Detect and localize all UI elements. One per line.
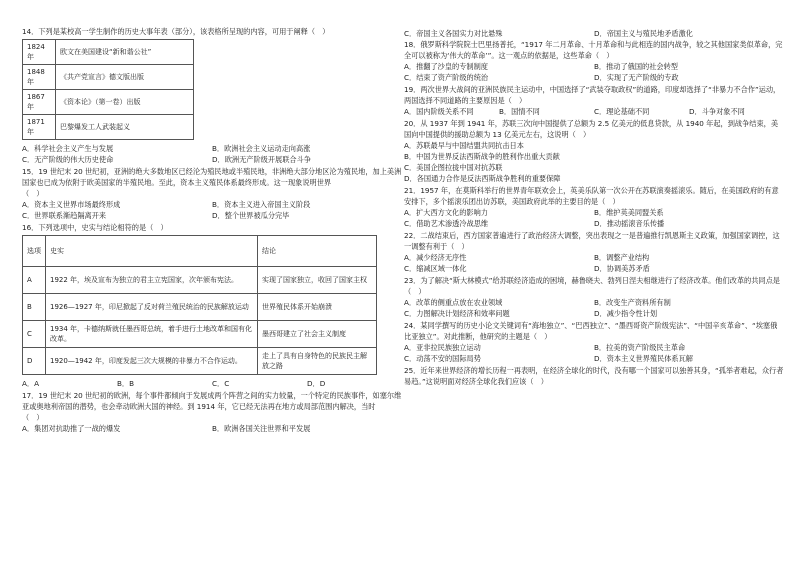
option-a: A．国内阶级关系不同 bbox=[404, 107, 474, 116]
option-d: D．D bbox=[307, 379, 326, 388]
q17-paren: （ ） bbox=[22, 413, 44, 422]
question-17 bbox=[22, 390, 402, 434]
option-b: B．维护英美同盟关系 bbox=[594, 208, 664, 217]
option-b: B．B bbox=[117, 379, 135, 388]
option-a: A．科学社会主义产生与发展 bbox=[22, 144, 114, 153]
option-cell: A bbox=[23, 267, 46, 294]
option-b: B．中国为世界反法西斯战争的胜利作出重大贡献 bbox=[404, 152, 560, 161]
q16-options bbox=[22, 378, 402, 389]
option-c: C．C bbox=[212, 379, 230, 388]
q23-options bbox=[404, 297, 784, 319]
q14-options bbox=[22, 143, 402, 165]
conclusion-cell: 世界殖民体系开始崩溃 bbox=[258, 294, 377, 321]
option-c: C．借助艺术渗透冷战思维 bbox=[404, 219, 489, 228]
header-option: 选项 bbox=[23, 236, 46, 267]
question-14 bbox=[22, 26, 402, 165]
option-c: C．缩减区域一体化 bbox=[404, 264, 467, 273]
q24-stem: 24．某同学撰写的历史小论文关键词有“海地独立”、“巴西独立”、“墨西哥资产阶级宪法”、“中国辛亥革命”、“埃塞俄比亚独立”。对此推断，他研究的主题是（ ） bbox=[404, 321, 778, 341]
question-15 bbox=[22, 166, 402, 221]
conclusion-cell: 实现了国家独立，收回了国家主权 bbox=[258, 267, 377, 294]
option-b: B．拉美的资产阶级民主革命 bbox=[594, 343, 686, 352]
option-a: A．苏联最早与中国结盟共同抗击日本 bbox=[404, 141, 524, 150]
event-cell: 《资本论》（第一卷）出版 bbox=[56, 90, 194, 115]
question-16 bbox=[22, 222, 402, 389]
option-b: B．推动了俄国的社会转型 bbox=[594, 62, 678, 71]
option-b: B．国情不同 bbox=[499, 107, 540, 116]
event-cell: 《共产党宣言》德文版出版 bbox=[56, 65, 194, 90]
q22-stem: 22．二战结束后，西方国家普遍进行了政治经济大调整，突出表现之一是普遍推行凯恩斯主义政策，加强国家调控，这一调整有利于（ ） bbox=[404, 231, 780, 251]
year-cell: 1824 年 bbox=[23, 40, 56, 65]
fact-cell: 1926—1927 年，印尼掀起了反对荷兰殖民统治的民族解放运动 bbox=[46, 294, 258, 321]
q16-table bbox=[22, 235, 377, 375]
event-cell: 欧文在美国建设“新和谐公社” bbox=[56, 40, 194, 65]
option-a: A．集团对抗助推了一战的爆发 bbox=[22, 424, 121, 433]
q25-stem: 25．近年来世界经济的增长历程一再表明，在经济全球化的时代，没有哪一个国家可以独善其身，“孤举者难起，众行者易趋。”这说明面对经济全球化我们应该（ ） bbox=[404, 366, 784, 386]
option-a: A．A bbox=[22, 379, 40, 388]
fact-cell: 1934 年，卡德纳斯就任墨西哥总统，着手进行土地改革和国有化改革。 bbox=[46, 321, 258, 348]
question-20 bbox=[404, 118, 784, 184]
q19-options bbox=[404, 106, 784, 117]
option-a: A．亚非拉民族独立运动 bbox=[404, 343, 481, 352]
header-conclusion: 结论 bbox=[258, 236, 377, 267]
option-d: D．减少指令性计划 bbox=[594, 309, 658, 318]
option-b: B．欧洲各国关注世界和平发展 bbox=[212, 424, 311, 433]
option-b: B．欧洲社会主义运动走向高涨 bbox=[212, 144, 311, 153]
q17-options-ab bbox=[22, 423, 402, 434]
option-cell: D bbox=[23, 348, 46, 375]
table-row bbox=[23, 65, 194, 90]
fact-cell: 1922 年，埃及宣布为独立的君主立宪国家，次年颁布宪法。 bbox=[46, 267, 258, 294]
conclusion-cell: 墨西哥建立了社会主义制度 bbox=[258, 321, 377, 348]
q19-stem: 19．两次世界大战间的亚洲民族民主运动中，中国选择了“武装夺取政权”的道路，印度却选择了“非暴力不合作”运动，两国选择不同道路的主要原因是（ ） bbox=[404, 85, 781, 105]
fact-cell: 1920—1942 年，印度发起三次大规模的非暴力不合作运动。 bbox=[46, 348, 258, 375]
option-d: D．推动摇滚音乐传播 bbox=[594, 219, 665, 228]
option-d: D．帝国主义与殖民地矛盾激化 bbox=[594, 29, 693, 38]
q15-paren: （ ） bbox=[22, 189, 44, 198]
question-18 bbox=[404, 39, 784, 83]
option-d: D．实现了无产阶级的专政 bbox=[594, 73, 679, 82]
option-a: A．推翻了沙皇的专制制度 bbox=[404, 62, 488, 71]
table-row bbox=[23, 267, 377, 294]
question-24 bbox=[404, 320, 784, 364]
table-row bbox=[23, 115, 194, 140]
option-a: A．资本主义世界市场最终形成 bbox=[22, 200, 121, 209]
option-b: B．调整产业结构 bbox=[594, 253, 650, 262]
q18-stem: 18．俄罗斯科学院院士巴里扬普托，“1917 年二月革命、十月革命和与此相连的国内战争，较之其他国家类似革命，完全可以被称为‘伟大的革命’”。这一观点的依据是，这些革命（ ） bbox=[404, 40, 783, 60]
question-22 bbox=[404, 230, 784, 274]
q21-options bbox=[404, 207, 784, 229]
option-cell: C bbox=[23, 321, 46, 348]
table-row bbox=[23, 40, 194, 65]
option-c: C．结束了资产阶级的统治 bbox=[404, 73, 489, 82]
conclusion-cell: 走上了具有自身特色的民族民主解放之路 bbox=[258, 348, 377, 375]
year-cell: 1848 年 bbox=[23, 65, 56, 90]
q24-options bbox=[404, 342, 784, 364]
option-d: D．欧洲无产阶级开展联合斗争 bbox=[212, 155, 311, 164]
option-c: C．美国企图拉拢中国对抗苏联 bbox=[404, 163, 503, 172]
q16-stem: 16．下列选项中，史实与结论相符的是（ ） bbox=[22, 223, 168, 232]
option-d: D．各国通力合作是反法西斯战争胜利的重要保障 bbox=[404, 174, 561, 183]
question-21 bbox=[404, 185, 784, 229]
table-row bbox=[23, 90, 194, 115]
option-d: D．斗争对象不同 bbox=[689, 107, 745, 116]
q22-options bbox=[404, 252, 784, 274]
year-cell: 1871 年 bbox=[23, 115, 56, 140]
option-d: D．协调美苏矛盾 bbox=[594, 264, 650, 273]
q17-options-cd bbox=[404, 28, 784, 39]
table-row bbox=[23, 321, 377, 348]
option-c: C．帝国主义各国实力对比悬殊 bbox=[404, 29, 503, 38]
option-a: A．减少经济无序性 bbox=[404, 253, 467, 262]
year-cell: 1867 年 bbox=[23, 90, 56, 115]
option-d: D．资本主义世界殖民体系瓦解 bbox=[594, 354, 693, 363]
option-c: C．无产阶级的伟大历史使命 bbox=[22, 155, 114, 164]
q14-stem: 14．下列是某校高一学生制作的历史大事年表（部分），该表格所呈现的内容，可用于阐释（ ） bbox=[22, 27, 330, 36]
right-column bbox=[404, 28, 784, 388]
q15-options bbox=[22, 199, 402, 221]
table-header-row bbox=[23, 236, 377, 267]
question-19 bbox=[404, 84, 784, 117]
option-c: C．世界联系渐趋隔离开来 bbox=[22, 211, 107, 220]
q23-stem: 23．为了解决“斯大林模式”给苏联经济造成的困境，赫鲁晓夫、勃列日涅夫相继进行了经济改革。他们改革的共同点是（ ） bbox=[404, 276, 780, 296]
q20-stem: 20．从 1937 年到 1941 年，苏联三次向中国提供了总额为 2.5 亿美元的低息贷款，从 1940 年起，到战争结束，美国向中国提供的援助总额为 13 亿美元左右，这说明（ ） bbox=[404, 119, 779, 139]
option-c: C．动荡不安的国际局势 bbox=[404, 354, 481, 363]
option-cell: B bbox=[23, 294, 46, 321]
option-a: A．扩大西方文化的影响力 bbox=[404, 208, 488, 217]
option-b: B．改变生产资料所有制 bbox=[594, 298, 671, 307]
option-d: D．整个世界被瓜分完毕 bbox=[212, 211, 290, 220]
question-23 bbox=[404, 275, 784, 319]
event-cell: 巴黎爆发工人武装起义 bbox=[56, 115, 194, 140]
question-25 bbox=[404, 365, 784, 387]
q14-table bbox=[22, 39, 194, 140]
table-row bbox=[23, 294, 377, 321]
left-column bbox=[22, 26, 402, 435]
q21-stem: 21．1957 年，在莫斯科举行的世界青年联欢会上，英美乐队第一次公开在苏联演奏摇滚乐。随后，在美国政府的有意安排下，多个摇滚乐团出访苏联，美国政府此举的主要目的是（ ） bbox=[404, 186, 779, 206]
option-b: B．资本主义进入帝国主义阶段 bbox=[212, 200, 311, 209]
q15-stem: 15．19 世纪末 20 世纪初，亚洲的绝大多数地区已经沦为殖民地或半殖民地，非洲绝大部分地区沦为殖民地，加上美洲国家也已成为依附于欧美国家的半殖民地。至此，资本主义殖民体系最终形成。这一现象说明世界 bbox=[22, 167, 402, 187]
table-row bbox=[23, 348, 377, 375]
q18-options bbox=[404, 61, 784, 83]
option-a: A．改革的侧重点放在农业领域 bbox=[404, 298, 503, 307]
option-c: C．理论基础不同 bbox=[594, 107, 650, 116]
option-c: C．力图解决计划经济和效率问题 bbox=[404, 309, 510, 318]
header-fact: 史实 bbox=[46, 236, 258, 267]
q17-stem: 17．19 世纪末 20 世纪初的欧洲，每个事件都倾向于发展成两个阵营之间的实力较量，一个特定的民族事件，如塞尔维亚或奥地利帝国的潜势，也会牵动欧洲大国的神经。到 1914 年，它已经无法再在地方或局部范围内解决，当时 bbox=[22, 391, 402, 411]
